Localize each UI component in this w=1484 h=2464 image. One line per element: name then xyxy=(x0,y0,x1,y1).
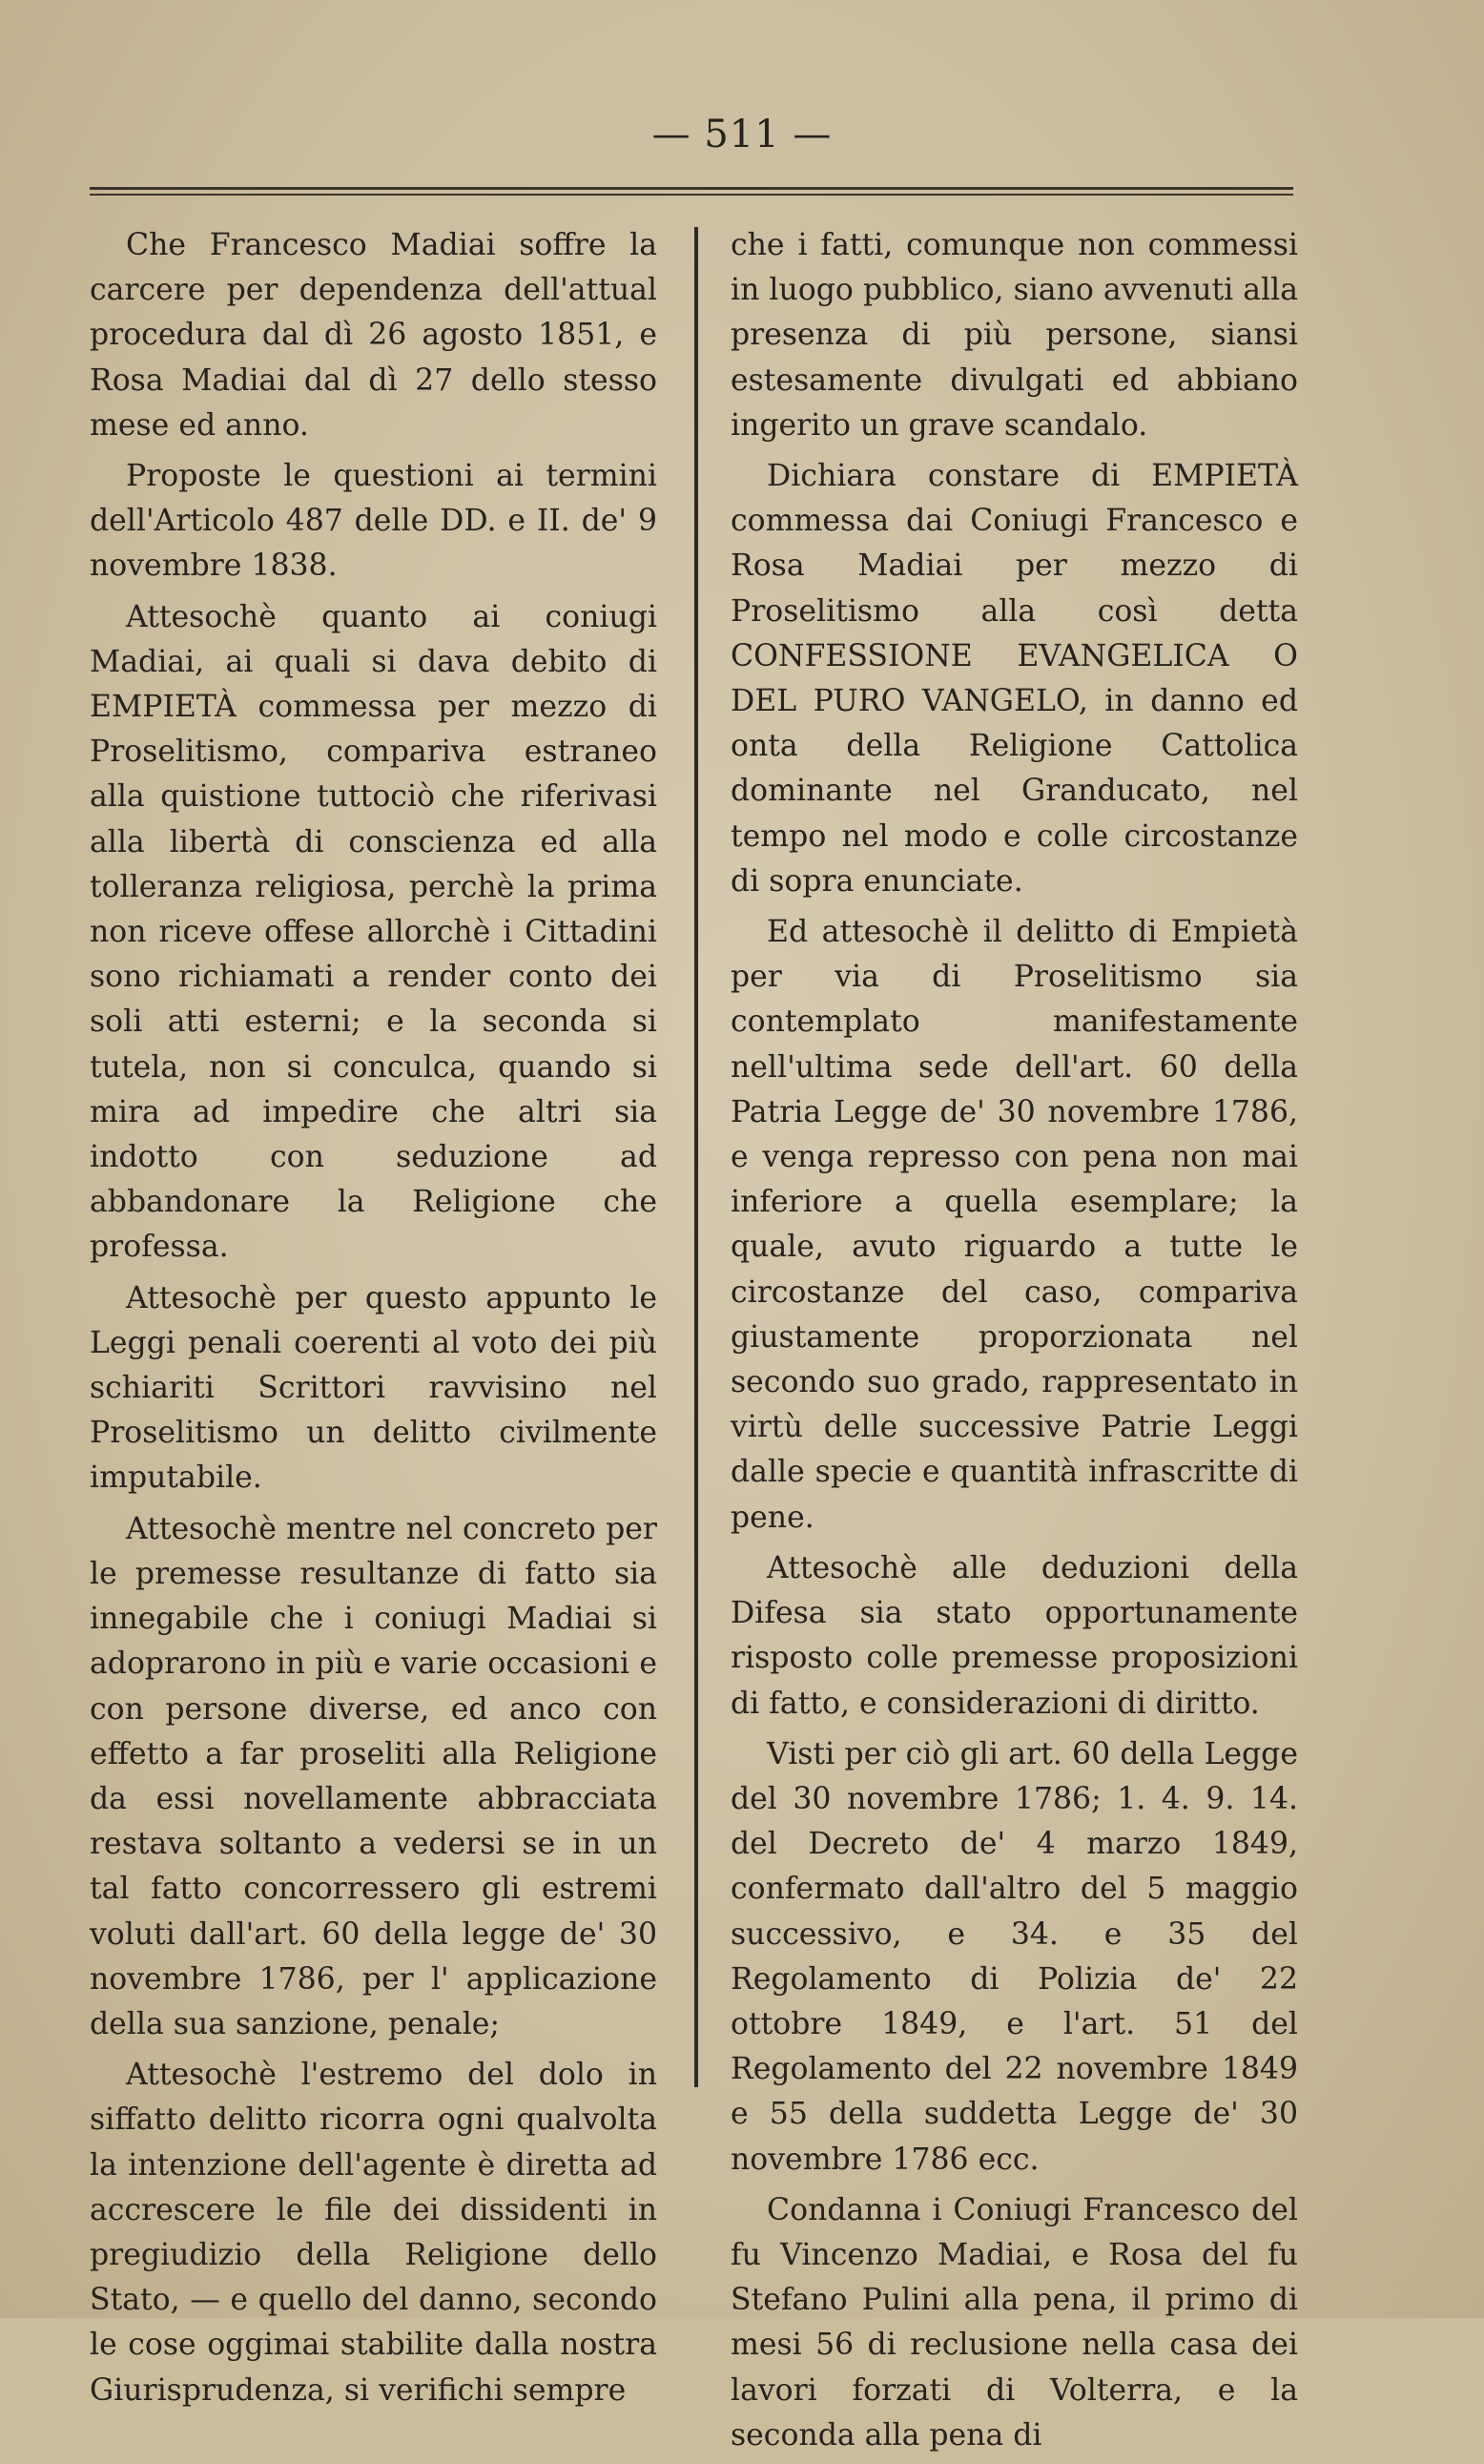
paragraph: Che Francesco Madiai soffre la carcere per dependenza dell'attual procedura dal dì 26 agosto 1851, e Rosa Madiai dal dì 27 dello stesso mese ed anno. xyxy=(90,228,657,443)
header-rule xyxy=(90,187,1293,196)
paragraph: Attesochè quanto ai coniugi Madiai, ai quali si dava debito di EMPIETÀ commessa per mezzo di Proselitismo, compariva estraneo alla quistione tuttociò che riferivasi alla libertà di conscienza ed alla tolleranza religiosa, perchè la prima non riceve offese allorchè i Cittadini sono richiamati a render conto dei soli atti esterni; e la seconda si tutela, non si conculca, quando si mira ad impedire che altri sia indotto con seduzione ad abbandonare la Religione che professa. xyxy=(90,599,657,1265)
paragraph: Attesochè mentre nel concreto per le premesse resultanze di fatto sia innegabile che i coniugi Madiai si adoprarono in più e varie occasioni e con persone diverse, ed anco con effetto a far proseliti alla Religione da essi novellamente abbracciata restava soltanto a vedersi se in un tal fatto concorressero gli estremi voluti dall'art. 60 della legge de' 30 novembre 1786, per l' applicazione della sua sanzione, penale; xyxy=(90,1511,657,2041)
paragraph: Attesochè alle deduzioni della Difesa sia stato opportunamente risposto colle premesse proposizioni di fatto, e considerazioni di diritto. xyxy=(731,1550,1298,1721)
paragraph: Attesochè per questo appunto le Leggi penali coerenti al voto dei più schiariti Scrittori ravvisino nel Proselitismo un delitto civilmente imputabile. xyxy=(90,1280,657,1496)
paragraph: Attesochè l'estremo del dolo in siffatto delitto ricorra ogni qualvolta la intenzione dell'agente è diretta ad accrescere le file dei dissidenti in pregiudizio della Religione dello Stato, — e quello del danno, secondo le cose oggimai stabilite dalla nostra Giurisprudenza, si verifichi sempre xyxy=(90,2058,657,2408)
paragraph: Ed attesochè il delitto di Empietà per via di Proselitismo sia contemplato manifestamente nell'ultima sede dell'art. 60 della Patria Legge de' 30 novembre 1786, e venga represso con pena non mai inferiore a quella esemplare; la quale, avuto riguardo a tutte le circostanze del caso, compariva giustamente proporzionata nel secondo suo grado, rappresentato in virtù delle successive Patrie Leggi dalle specie e quantità infrascritte di pene. xyxy=(731,915,1298,1535)
right-column xyxy=(731,223,1298,2464)
column-divider xyxy=(694,227,698,2087)
paragraph: Condanna i Coniugi Francesco del fu Vincenzo Madiai, e Rosa del fu Stefano Pulini alla pena, il primo di mesi 56 di reclusione nella casa dei lavori forzati di Volterra, e la seconda alla pena di xyxy=(731,2192,1298,2453)
left-column xyxy=(90,223,657,2419)
paragraph: Proposte le questioni ai termini dell'Articolo 487 delle DD. e II. de' 9 novembre 1838. xyxy=(90,459,657,584)
paragraph: Dichiara constare di EMPIETÀ commessa dai Coniugi Francesco e Rosa Madiai per mezzo di Proselitismo alla così detta CONFESSIONE EVANGELICA O DEL PURO VANGELO, in danno ed onta della Religione Cattolica dominante nel Granducato, nel tempo nel modo e colle circostanze di sopra enunciate. xyxy=(731,459,1298,899)
page-number: — 511 — xyxy=(651,113,833,156)
paragraph: che i fatti, comunque non commessi in luogo pubblico, siano avvenuti alla presenza di più persone, siansi estesamente divulgati ed abbiano ingerito un grave scandalo. xyxy=(731,228,1298,443)
paragraph: Visti per ciò gli art. 60 della Legge del 30 novembre 1786; 1. 4. 9. 14. del Decreto de' 4 marzo 1849, confermato dall'altro del 5 maggio successivo, e 34. e 35 del Regolamento di Polizia de' 22 ottobre 1849, e l'art. 51 del Regolamento del 22 novembre 1849 e 55 della suddetta Legge de' 30 novembre 1786 ecc. xyxy=(731,1736,1298,2177)
